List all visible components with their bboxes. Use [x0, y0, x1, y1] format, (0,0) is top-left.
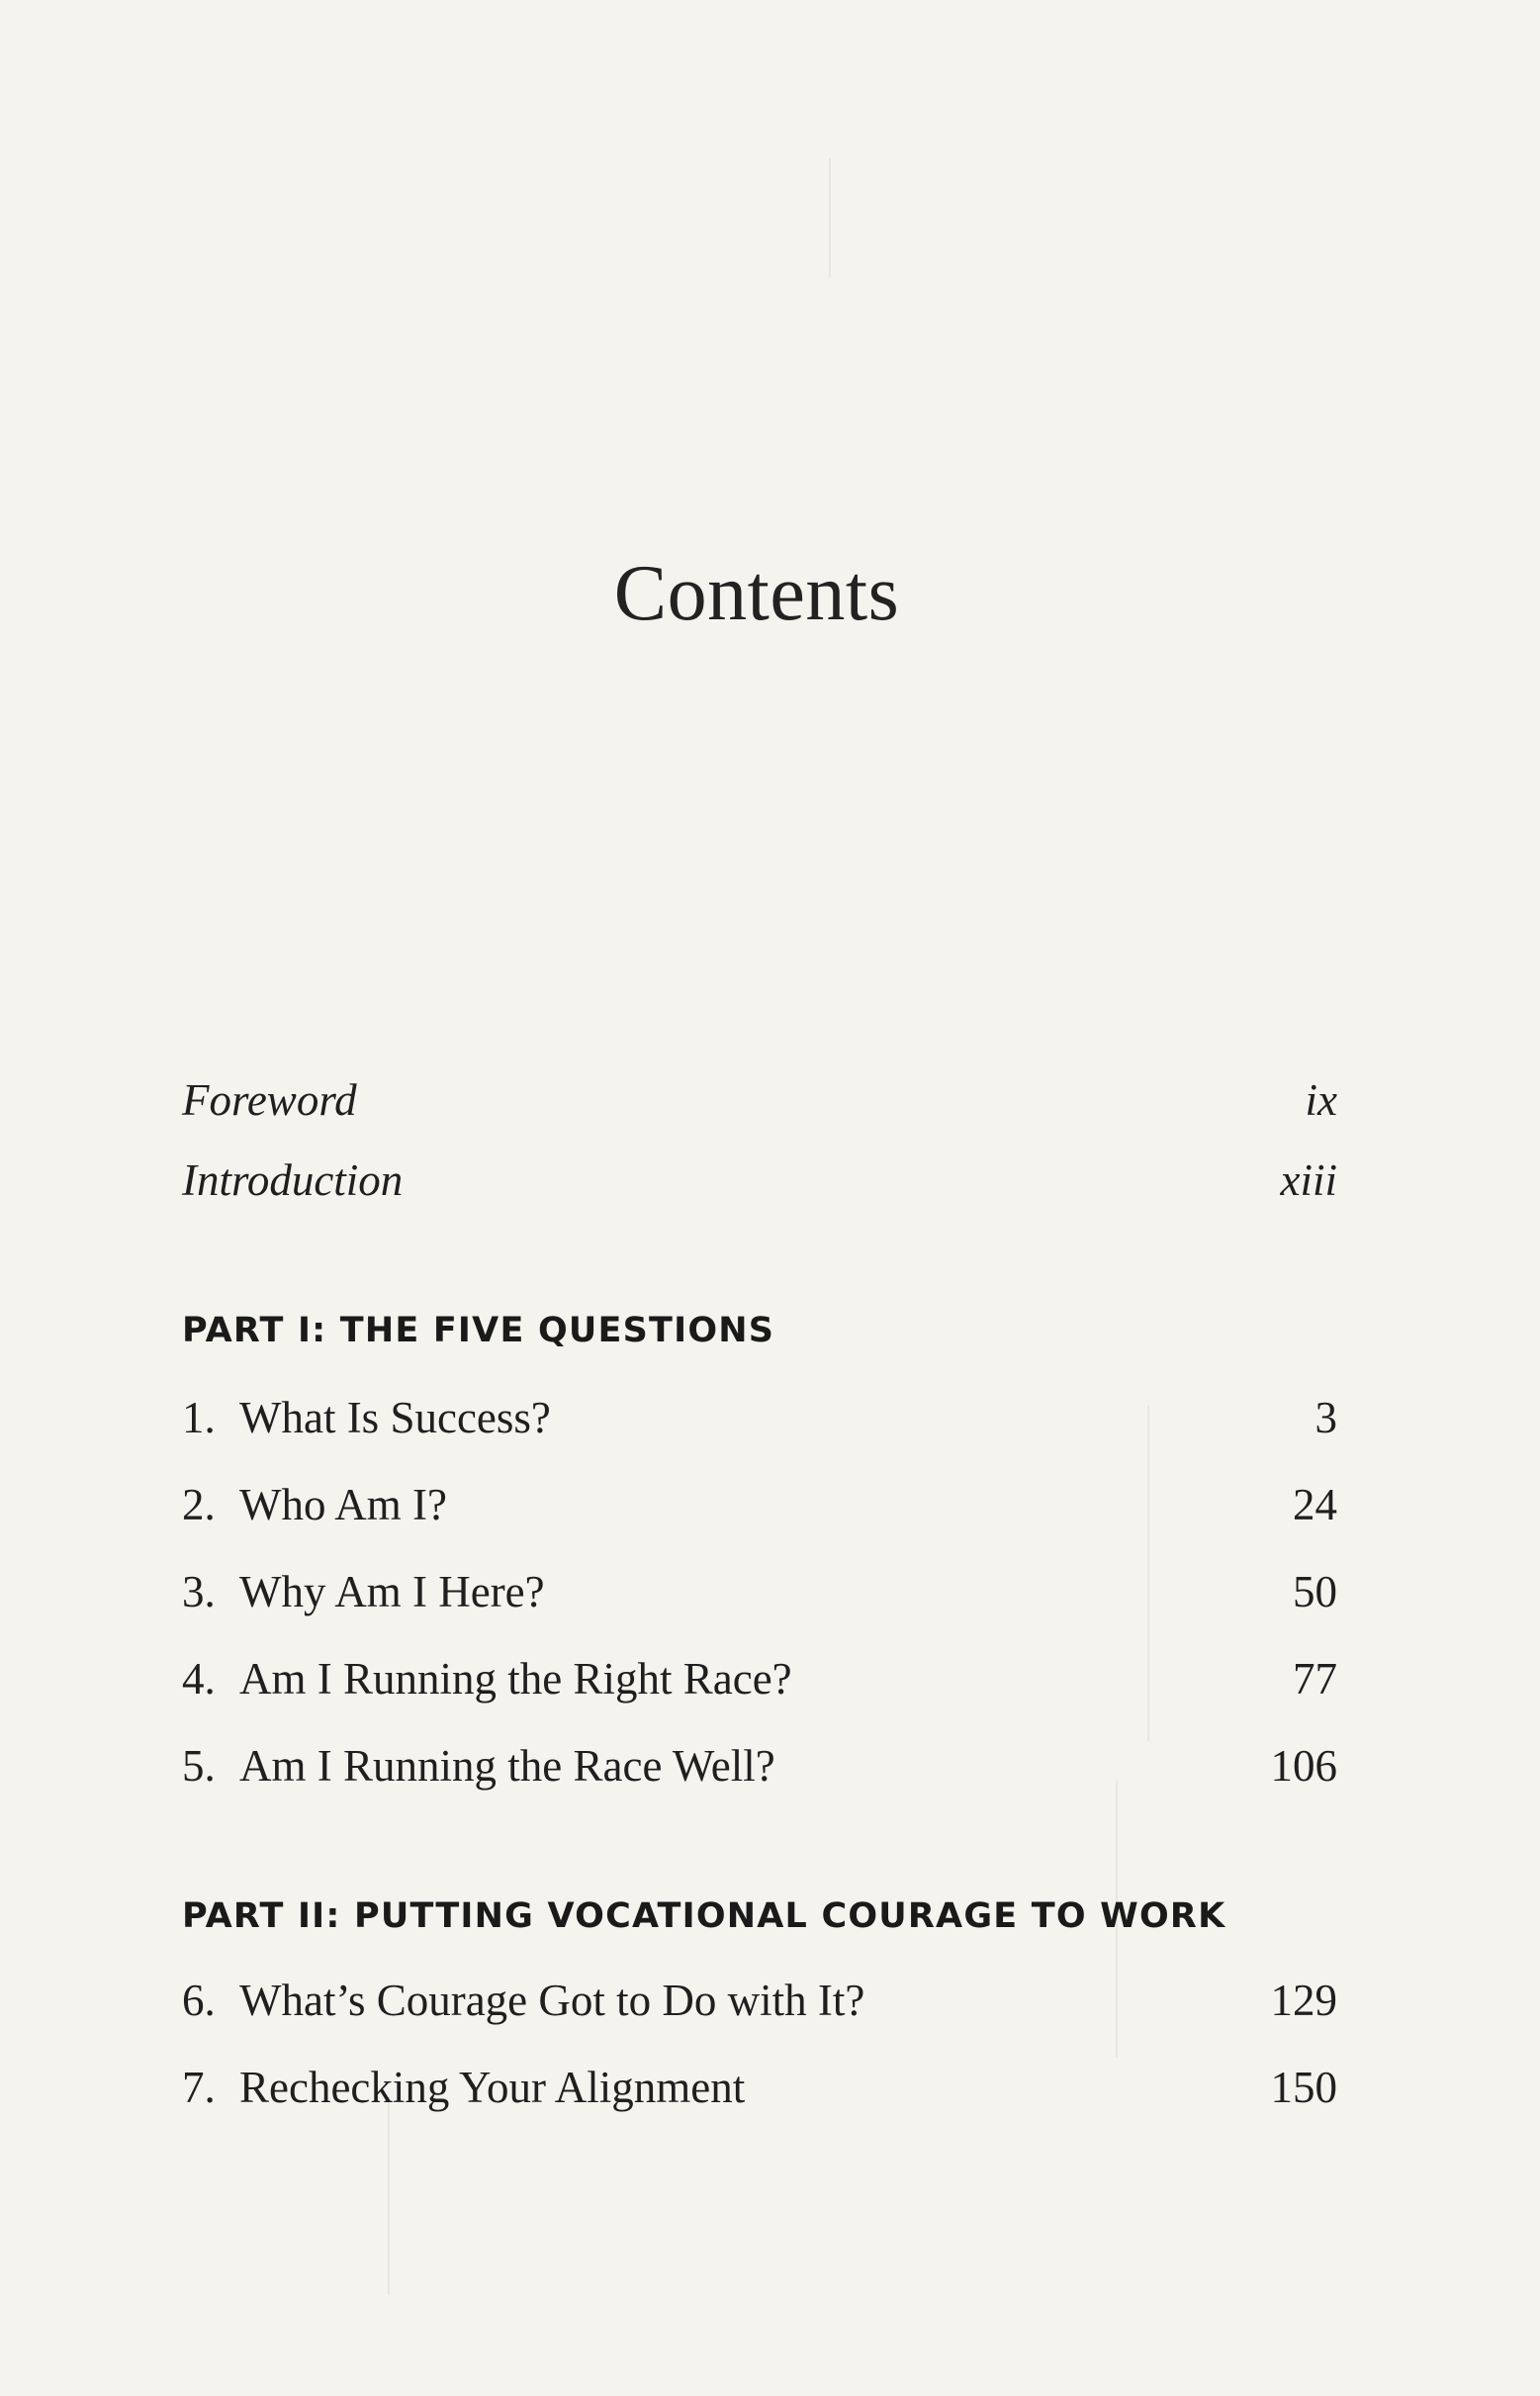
chapter-number: 1.	[182, 1393, 216, 1442]
part-heading: PART I: THE FIVE QUESTIONS	[182, 1311, 775, 1350]
toc-page-number: 106	[1270, 1741, 1337, 1791]
toc-entry-chapter[interactable]	[182, 1470, 1337, 1539]
toc-entry-chapter[interactable]	[182, 1557, 1337, 1626]
toc-entry-chapter[interactable]	[182, 1383, 1337, 1452]
toc-entry-introduction[interactable]	[182, 1146, 1337, 1215]
toc-page-number: 3	[1314, 1393, 1337, 1442]
toc-page-number: 24	[1293, 1480, 1337, 1529]
chapter-title: Why Am I Here?	[239, 1567, 545, 1616]
chapter-title: Who Am I?	[239, 1480, 447, 1529]
toc-page-number: ix	[1305, 1075, 1337, 1125]
chapter-number: 6.	[182, 1976, 216, 2025]
chapter-number: 7.	[182, 2063, 216, 2112]
part-heading: PART II: PUTTING VOCATIONAL COURAGE TO WORK	[182, 1896, 1226, 1936]
scan-artifact	[829, 158, 831, 277]
toc-entry-chapter[interactable]	[182, 1731, 1337, 1800]
chapter-number: 4.	[182, 1654, 216, 1704]
chapter-title: Am I Running the Right Race?	[239, 1654, 792, 1704]
chapter-number: 2.	[182, 1480, 216, 1529]
toc-page-number: xiii	[1280, 1155, 1337, 1205]
toc-page-number: 129	[1270, 1976, 1337, 2025]
scan-artifact	[388, 2097, 390, 2295]
chapter-number: 3.	[182, 1567, 216, 1616]
toc-entry-chapter[interactable]	[182, 1966, 1337, 2035]
page-title: Contents	[613, 550, 900, 637]
toc-entry-label: Foreword	[182, 1075, 357, 1125]
chapter-title: What Is Success?	[239, 1393, 551, 1442]
chapter-title: Am I Running the Race Well?	[239, 1741, 775, 1791]
toc-entry-label: Introduction	[182, 1155, 404, 1205]
toc-page-number: 77	[1293, 1654, 1337, 1704]
chapter-title: Rechecking Your Alignment	[239, 2063, 746, 2112]
chapter-title: What’s Courage Got to Do with It?	[239, 1976, 865, 2025]
toc-entry-foreword[interactable]	[182, 1065, 1337, 1135]
toc-entry-chapter[interactable]	[182, 2053, 1337, 2122]
toc-page-number: 50	[1293, 1567, 1337, 1616]
chapter-number: 5.	[182, 1741, 216, 1791]
toc-entry-chapter[interactable]	[182, 1644, 1337, 1713]
toc-page-number: 150	[1270, 2063, 1337, 2112]
